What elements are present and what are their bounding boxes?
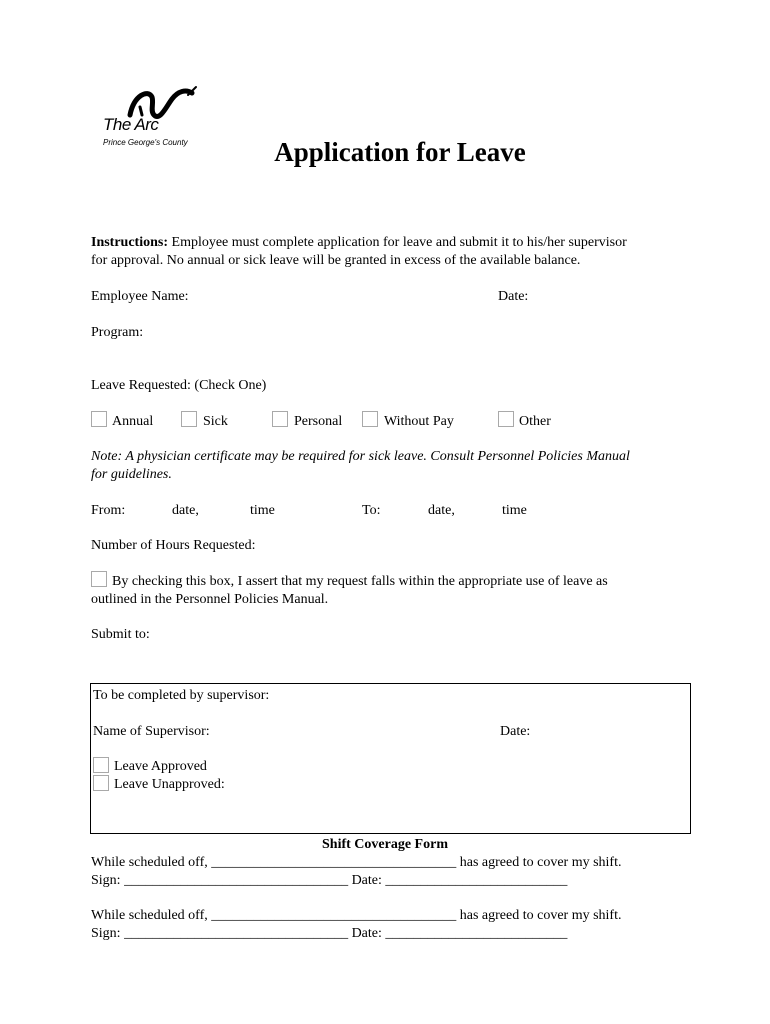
instructions-line-1 xyxy=(91,234,627,252)
arc-logo xyxy=(100,85,210,155)
checkbox-annual[interactable] xyxy=(91,411,107,427)
assertion-line-1: By checking this box, I assert that my request falls within the appropriate use of leave as xyxy=(112,574,608,589)
logo-subtitle: Prince George's County xyxy=(103,138,188,147)
shift-coverage-heading: Shift Coverage Form xyxy=(322,837,448,852)
to-label: To: xyxy=(362,503,381,518)
option-personal-label: Personal xyxy=(294,414,343,429)
assertion-line-2: outlined in the Personnel Policies Manual. xyxy=(91,592,329,607)
option-without-pay-label: Without Pay xyxy=(384,414,454,429)
to-date-label: date, xyxy=(428,503,455,518)
checkbox-personal[interactable] xyxy=(272,411,288,427)
shift-sign-2: Sign: ________________________________ Date: __________________________ xyxy=(91,926,568,941)
checkbox-other[interactable] xyxy=(498,411,514,427)
supervisor-heading: To be completed by supervisor: xyxy=(93,688,270,703)
supervisor-date-label: Date: xyxy=(500,724,531,739)
leave-approved-label: Leave Approved xyxy=(114,759,207,774)
date-label: Date: xyxy=(498,289,529,304)
shift-line-1: While scheduled off, ___________________________________ has agreed to cover my shift. xyxy=(91,855,622,870)
shift-sign-1: Sign: ________________________________ Date: __________________________ xyxy=(91,873,568,888)
logo-name: The Arc xyxy=(103,115,159,134)
from-label: From: xyxy=(91,503,126,518)
instructions-text-1: Employee must complete application for leave and submit it to his/her supervisor xyxy=(171,235,627,250)
instructions-label: Instructions: xyxy=(91,235,169,250)
employee-name-label: Employee Name: xyxy=(91,289,189,304)
hours-requested-label: Number of Hours Requested: xyxy=(91,538,256,553)
shift-line-2: While scheduled off, ___________________________________ has agreed to cover my shift. xyxy=(91,908,622,923)
instructions-line-2: for approval. No annual or sick leave will be granted in excess of the available balance. xyxy=(91,253,581,268)
program-label: Program: xyxy=(91,325,144,340)
leave-unapproved-label: Leave Unapproved: xyxy=(114,777,225,792)
submit-to-label: Submit to: xyxy=(91,627,150,642)
leave-requested-heading: Leave Requested: (Check One) xyxy=(91,378,267,393)
option-sick-label: Sick xyxy=(203,414,228,429)
checkbox-assertion[interactable] xyxy=(91,571,107,587)
checkbox-without-pay[interactable] xyxy=(362,411,378,427)
option-other-label: Other xyxy=(519,414,551,429)
checkbox-leave-unapproved[interactable] xyxy=(93,775,109,791)
note-line-2: for guidelines. xyxy=(91,467,172,482)
checkbox-leave-approved[interactable] xyxy=(93,757,109,773)
note-line-1: Note: A physician certificate may be required for sick leave. Consult Personnel Policies Manual xyxy=(91,449,630,464)
supervisor-name-label: Name of Supervisor: xyxy=(93,724,210,739)
page-title: Application for Leave xyxy=(274,137,526,167)
from-time-label: time xyxy=(250,503,275,518)
checkbox-sick[interactable] xyxy=(181,411,197,427)
option-annual-label: Annual xyxy=(112,414,154,429)
from-date-label: date, xyxy=(172,503,199,518)
to-time-label: time xyxy=(502,503,527,518)
